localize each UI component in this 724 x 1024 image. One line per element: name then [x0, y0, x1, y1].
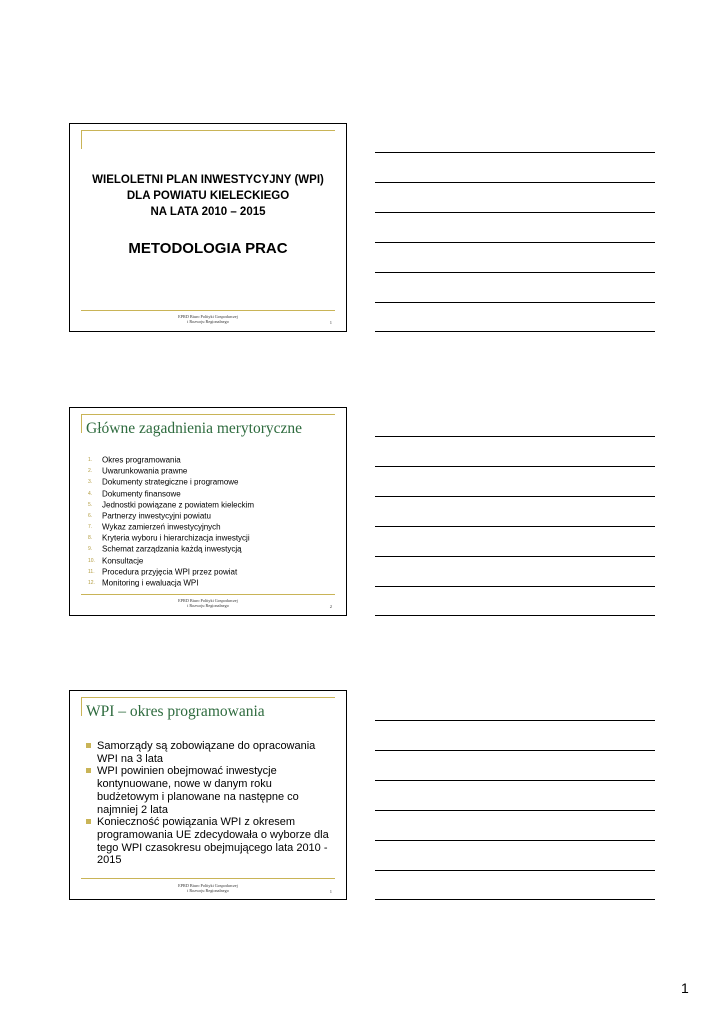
note-line [375, 212, 655, 213]
bullet-item: WPI powinien obejmować inwestycje kontynuowane, nowe w danym roku budżetowym i planowane na następne co najmniej 2 lata [86, 765, 336, 816]
bullet-square-icon [86, 768, 91, 773]
note-line [375, 152, 655, 153]
topic-list [88, 455, 254, 589]
note-line [375, 526, 655, 527]
slide-decoration [81, 130, 335, 149]
list-item: 11. Procedura przyjęcia WPI przez powiat [88, 567, 238, 577]
slide-1 [69, 123, 347, 332]
note-line [375, 899, 655, 900]
list-item: 8. Kryteria wyboru i hierarchizacja inwestycji [88, 533, 250, 543]
slide-footer: EPRD Biuro Polityki Gospodarczej i Rozwoju Regionalnego [178, 883, 238, 893]
note-line [375, 302, 655, 303]
note-line [375, 615, 655, 616]
list-item: 2. Uwarunkowania prawne [88, 466, 188, 476]
bullet-square-icon [86, 819, 91, 824]
slide-page-number: 1 [329, 320, 332, 325]
slide-page-number: 2 [329, 604, 332, 609]
sheet-page-number: 1 [681, 980, 689, 996]
note-line [375, 466, 655, 467]
note-line [375, 436, 655, 437]
list-item: 12. Monitoring i ewaluacja WPI [88, 578, 199, 588]
slide-subtitle: METODOLOGIA PRAC [128, 240, 288, 257]
note-line [375, 182, 655, 183]
slide-title: WIELOLETNI PLAN INWESTYCYJNY (WPI) DLA POWIATU KIELECKIEGO NA LATA 2010 – 2015 [92, 174, 324, 218]
slide-2 [69, 407, 347, 616]
bullet-square-icon [86, 743, 91, 748]
note-line [375, 242, 655, 243]
note-line [375, 870, 655, 871]
note-line [375, 272, 655, 273]
note-line [375, 840, 655, 841]
note-line [375, 720, 655, 721]
slide-page-number: 1 [329, 889, 332, 894]
list-item: 5. Jednostki powiązane z powiatem kieleckim [88, 500, 255, 510]
list-item: 3. Dokumenty strategiczne i programowe [88, 477, 239, 487]
bullet-item: Samorządy są zobowiązane do opracowania WPI na 3 lata [86, 740, 336, 765]
slide-heading: Główne zagadnienia merytoryczne [86, 420, 303, 437]
list-item: 6. Partnerzy inwestycyjni powiatu [88, 511, 211, 521]
list-item: 1. Okres programowania [88, 455, 181, 465]
note-line [375, 556, 655, 557]
list-item: 7. Wykaz zamierzeń inwestycyjnych [88, 522, 221, 532]
list-item: 4. Dokumenty finansowe [88, 488, 181, 498]
bullet-list [86, 740, 336, 867]
slide-footer: EPRD Biuro Polityki Gospodarczej i Rozwoju Regionalnego [178, 314, 238, 324]
note-line [375, 780, 655, 781]
slide-heading: WPI – okres programowania [86, 703, 265, 720]
note-line [375, 750, 655, 751]
note-line [375, 586, 655, 587]
slide-footer: EPRD Biuro Polityki Gospodarczej i Rozwoju Regionalnego [178, 598, 238, 608]
note-line [375, 810, 655, 811]
note-line [375, 331, 655, 332]
footer-divider [81, 878, 335, 879]
list-item: 9. Schemat zarządzania każdą inwestycją [88, 544, 242, 554]
bullet-item: Konieczność powiązania WPI z okresem programowania UE zdecydowała o wyborze dla tego WPI czasokresu obejmującego lata 2010 - 2015 [86, 816, 336, 867]
list-item: 10. Konsultacje [88, 556, 144, 566]
note-line [375, 496, 655, 497]
footer-divider [81, 310, 335, 311]
footer-divider [81, 594, 335, 595]
slide-3 [69, 690, 347, 900]
